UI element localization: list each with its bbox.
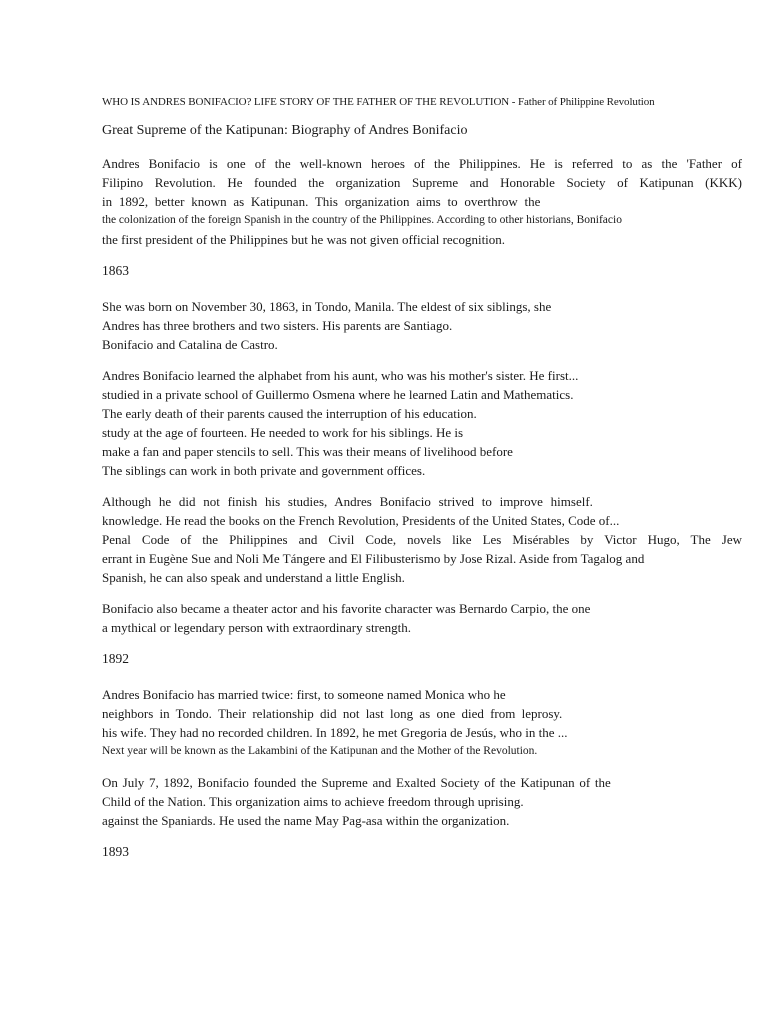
text-line: The siblings can work in both private and government offices. (102, 463, 426, 478)
paragraph-theater (102, 599, 742, 637)
paragraph-katipunan (102, 773, 742, 830)
text-line: neighbors in Tondo. Their relationship did not last long as one died from leprosy. (102, 706, 563, 721)
text-line: Filipino Revolution. He founded the organization Supreme and Honorable Society of Katipunan (KKK) (102, 175, 742, 190)
text-line: On July 7, 1892, Bonifacio founded the Supreme and Exalted Society of the Katipunan of the (102, 775, 611, 790)
text-line: Bonifacio also became a theater actor and his favorite character was Bernardo Carpio, the one (102, 601, 591, 616)
text-line: Andres Bonifacio is one of the well-known heroes of the Philippines. He is referred to as the 'Father of (102, 156, 742, 171)
text-line: Child of the Nation. This organization aims to achieve freedom through uprising. (102, 794, 524, 809)
text-line: in 1892, better known as Katipunan. This organization aims to overthrow the (102, 194, 541, 209)
text-line: The early death of their parents caused the interruption of his education. (102, 406, 477, 421)
text-line: a mythical or legendary person with extraordinary strength. (102, 620, 412, 635)
paragraph-intro (102, 154, 742, 249)
text-line: his wife. They had no recorded children. In 1892, he met Gregoria de Jesús, who in the ... (102, 725, 568, 740)
text-line: Although he did not finish his studies, Andres Bonifacio strived to improve himself. (102, 494, 593, 509)
text-line: studied in a private school of Guillermo Osmena where he learned Latin and Mathematics. (102, 387, 574, 402)
year-heading: 1893 (102, 844, 129, 859)
year-heading: 1892 (102, 651, 129, 666)
text-line: Spanish, he can also speak and understand a little English. (102, 570, 405, 585)
document-page (102, 94, 742, 878)
year-heading: 1863 (102, 263, 129, 278)
document-subtitle: Great Supreme of the Katipunan: Biography of Andres Bonifacio (102, 123, 468, 138)
paragraph-education (102, 366, 742, 480)
text-line: the colonization of the foreign Spanish in the country of the Philippines. According to other historians, Bonifacio (102, 214, 622, 226)
text-line: make a fan and paper stencils to sell. This was their means of livelihood before (102, 444, 513, 459)
paragraph-marriage (102, 685, 742, 761)
document-header: WHO IS ANDRES BONIFACIO? LIFE STORY OF THE FATHER OF THE REVOLUTION - Father of Philippine Revolution (102, 96, 655, 108)
paragraph-birth (102, 297, 742, 354)
text-line: study at the age of fourteen. He needed to work for his siblings. He is (102, 425, 464, 440)
text-line: the first president of the Philippines but he was not given official recognition. (102, 232, 506, 247)
paragraph-self-study (102, 492, 742, 587)
text-line: errant in Eugène Sue and Noli Me Tángere and El Filibusterismo by Jose Rizal. Aside from Tagalog and (102, 551, 645, 566)
text-line: Next year will be known as the Lakambini of the Katipunan and the Mother of the Revolution. (102, 745, 538, 757)
text-line: knowledge. He read the books on the French Revolution, Presidents of the United States, Code of... (102, 513, 620, 528)
text-line: She was born on November 30, 1863, in Tondo, Manila. The eldest of six siblings, she (102, 299, 552, 314)
text-line: Bonifacio and Catalina de Castro. (102, 337, 278, 352)
text-line: Andres Bonifacio learned the alphabet from his aunt, who was his mother's sister. He first... (102, 368, 579, 383)
text-line: Andres has three brothers and two sisters. His parents are Santiago. (102, 318, 453, 333)
text-line: Penal Code of the Philippines and Civil Code, novels like Les Misérables by Victor Hugo, The Jew (102, 532, 742, 547)
text-line: against the Spaniards. He used the name May Pag-asa within the organization. (102, 813, 510, 828)
text-line: Andres Bonifacio has married twice: first, to someone named Monica who he (102, 687, 506, 702)
